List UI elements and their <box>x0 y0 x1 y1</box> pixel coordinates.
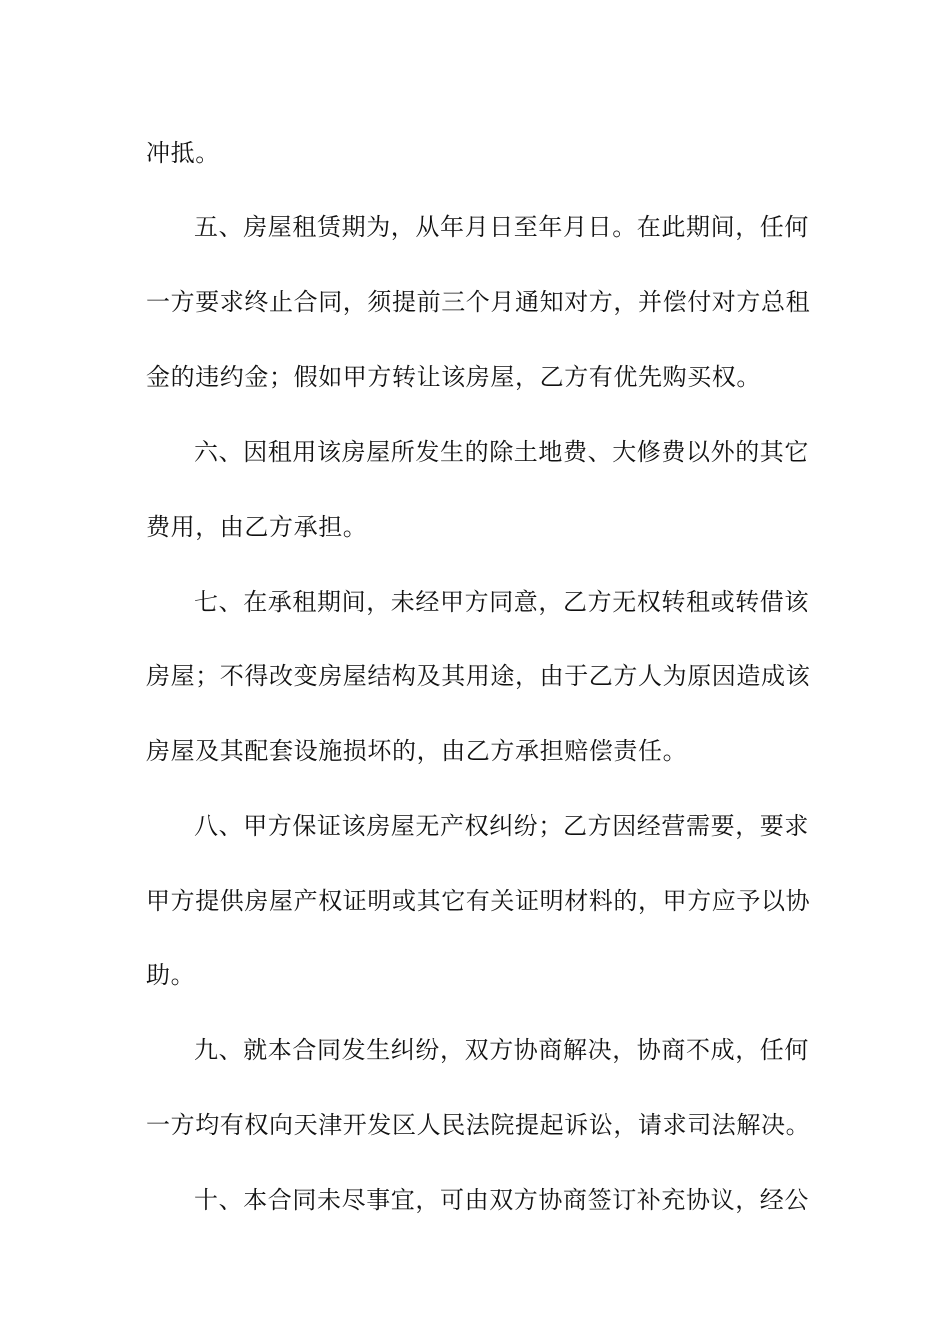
clause-8-line-1: 八、甲方保证该房屋无产权纠纷；乙方因经营需要，要求 <box>194 812 809 840</box>
clause-8-line-2: 甲方提供房屋产权证明或其它有关证明材料的，甲方应予以协 <box>146 887 811 915</box>
clause-7-line-1: 七、在承租期间，未经甲方同意，乙方无权转租或转借该 <box>194 588 809 616</box>
text-line: 冲抵。 <box>146 139 220 167</box>
clause-8-line-3: 助。 <box>146 961 196 989</box>
clause-9-line-1: 九、就本合同发生纠纷，双方协商解决，协商不成，任何 <box>194 1036 809 1064</box>
clause-7-line-3: 房屋及其配套设施损坏的，由乙方承担赔偿责任。 <box>146 737 688 765</box>
clause-9-line-2: 一方均有权向天津开发区人民法院提起诉讼，请求司法解决。 <box>146 1111 811 1139</box>
clause-6-line-2: 费用，由乙方承担。 <box>146 513 368 541</box>
clause-10-line-1: 十、本合同未尽事宜，可由双方协商签订补充协议，经公 <box>194 1186 809 1214</box>
clause-6-line-1: 六、因租用该房屋所发生的除土地费、大修费以外的其它 <box>194 438 809 466</box>
clause-5-line-3: 金的违约金；假如甲方转让该房屋，乙方有优先购买权。 <box>146 363 761 391</box>
clause-7-line-2: 房屋；不得改变房屋结构及其用途，由于乙方人为原因造成该 <box>146 662 811 690</box>
clause-5-line-2: 一方要求终止合同，须提前三个月通知对方，并偿付对方总租 <box>146 288 811 316</box>
clause-5-line-1: 五、房屋租赁期为，从年月日至年月日。在此期间，任何 <box>194 213 809 241</box>
